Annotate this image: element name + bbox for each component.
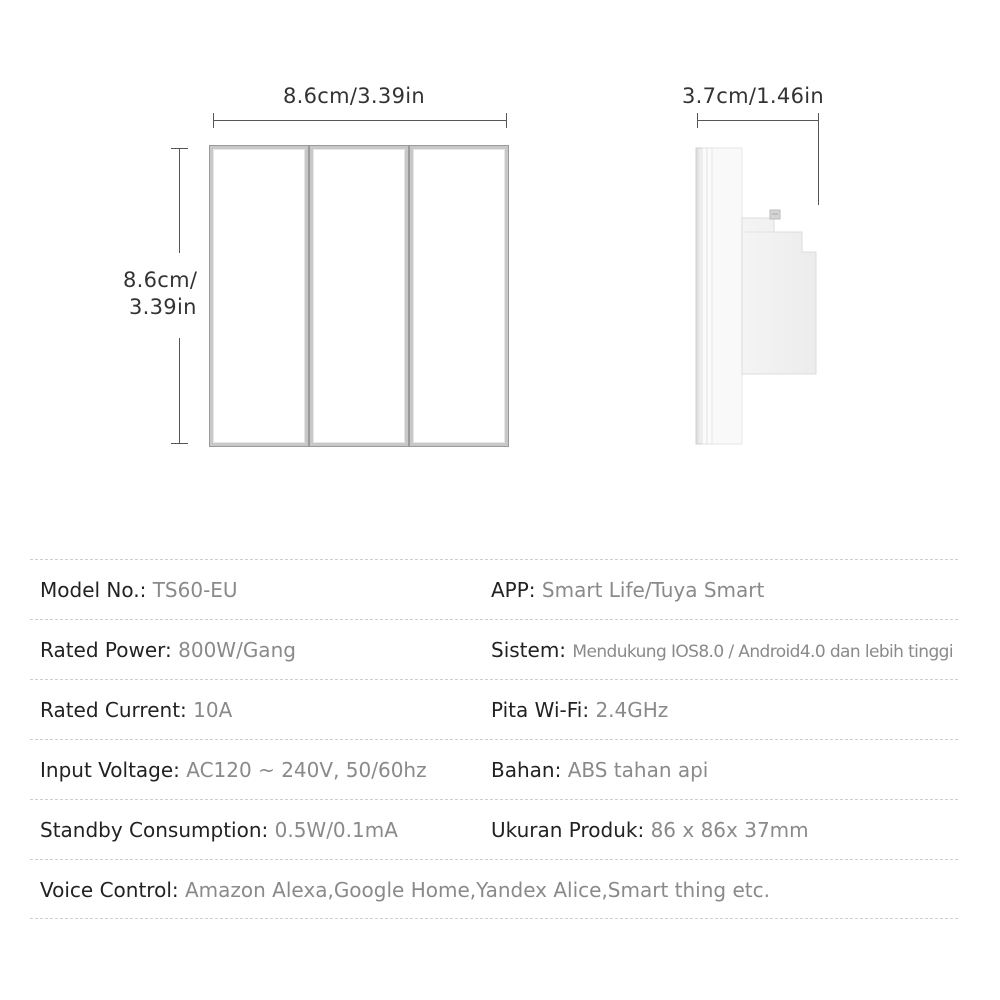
spec-row xyxy=(30,619,958,679)
spec-label: Bahan: xyxy=(491,758,568,782)
spec-value: 0.5W/0.1mA xyxy=(274,818,398,842)
front-width-cap-right xyxy=(506,113,507,128)
spec-wifi-band xyxy=(491,680,668,740)
spec-app xyxy=(491,560,764,620)
front-height-label-1: 8.6cm/ xyxy=(123,268,198,292)
spec-model xyxy=(40,560,238,620)
switch-side-view xyxy=(694,146,824,446)
spec-value: Amazon Alexa,Google Home,Yandex Alice,Smart thing etc. xyxy=(184,878,770,902)
spec-label: Voice Control: xyxy=(40,878,185,902)
spec-value: AC120 ~ 240V, 50/60hz xyxy=(186,758,427,782)
front-width-line xyxy=(213,120,507,121)
front-height-line-bottom xyxy=(179,338,180,443)
spec-label: Rated Power: xyxy=(40,638,179,662)
spec-voice-control xyxy=(40,860,770,920)
spec-value: ABS tahan api xyxy=(567,758,709,782)
front-width-cap-left xyxy=(213,113,214,128)
spec-system xyxy=(491,620,953,680)
switch-panel-right xyxy=(410,146,508,446)
side-depth-label: 3.7cm/1.46in xyxy=(682,84,824,108)
front-height-cap-bottom xyxy=(171,443,188,444)
spec-value: 800W/Gang xyxy=(178,638,296,662)
spec-value: 10A xyxy=(193,698,233,722)
spec-label: Rated Current: xyxy=(40,698,194,722)
side-depth-line xyxy=(697,120,819,121)
spec-label: Standby Consumption: xyxy=(40,818,275,842)
spec-row xyxy=(30,859,958,919)
switch-front-view xyxy=(208,146,510,446)
spec-value: Mendukung IOS8.0 / Android4.0 dan lebih tinggi xyxy=(572,642,953,662)
spec-row xyxy=(30,799,958,859)
spec-label: Pita Wi-Fi: xyxy=(491,698,596,722)
spec-label: Input Voltage: xyxy=(40,758,187,782)
spec-value: Smart Life/Tuya Smart xyxy=(541,578,765,602)
front-height-line-top xyxy=(179,148,180,253)
spec-value: 2.4GHz xyxy=(595,698,669,722)
spec-product-size xyxy=(491,800,809,860)
spec-label: Model No.: xyxy=(40,578,153,602)
spec-rated-power xyxy=(40,620,296,680)
switch-panel-middle xyxy=(310,146,408,446)
spec-row xyxy=(30,679,958,739)
spec-row xyxy=(30,559,958,619)
spec-table xyxy=(30,559,958,919)
spec-value: 86 x 86x 37mm xyxy=(650,818,809,842)
spec-label: Ukuran Produk: xyxy=(491,818,651,842)
front-width-label: 8.6cm/3.39in xyxy=(283,84,425,108)
spec-label: Sistem: xyxy=(491,638,573,662)
switch-panel-left xyxy=(210,146,308,446)
spec-rated-current xyxy=(40,680,232,740)
spec-label: APP: xyxy=(491,578,542,602)
side-depth-cap-left xyxy=(697,113,698,128)
spec-value: TS60-EU xyxy=(152,578,238,602)
spec-input-voltage xyxy=(40,740,427,800)
spec-row xyxy=(30,739,958,799)
front-height-label-2: 3.39in xyxy=(129,295,197,319)
spec-standby-consumption xyxy=(40,800,398,860)
spec-material xyxy=(491,740,708,800)
